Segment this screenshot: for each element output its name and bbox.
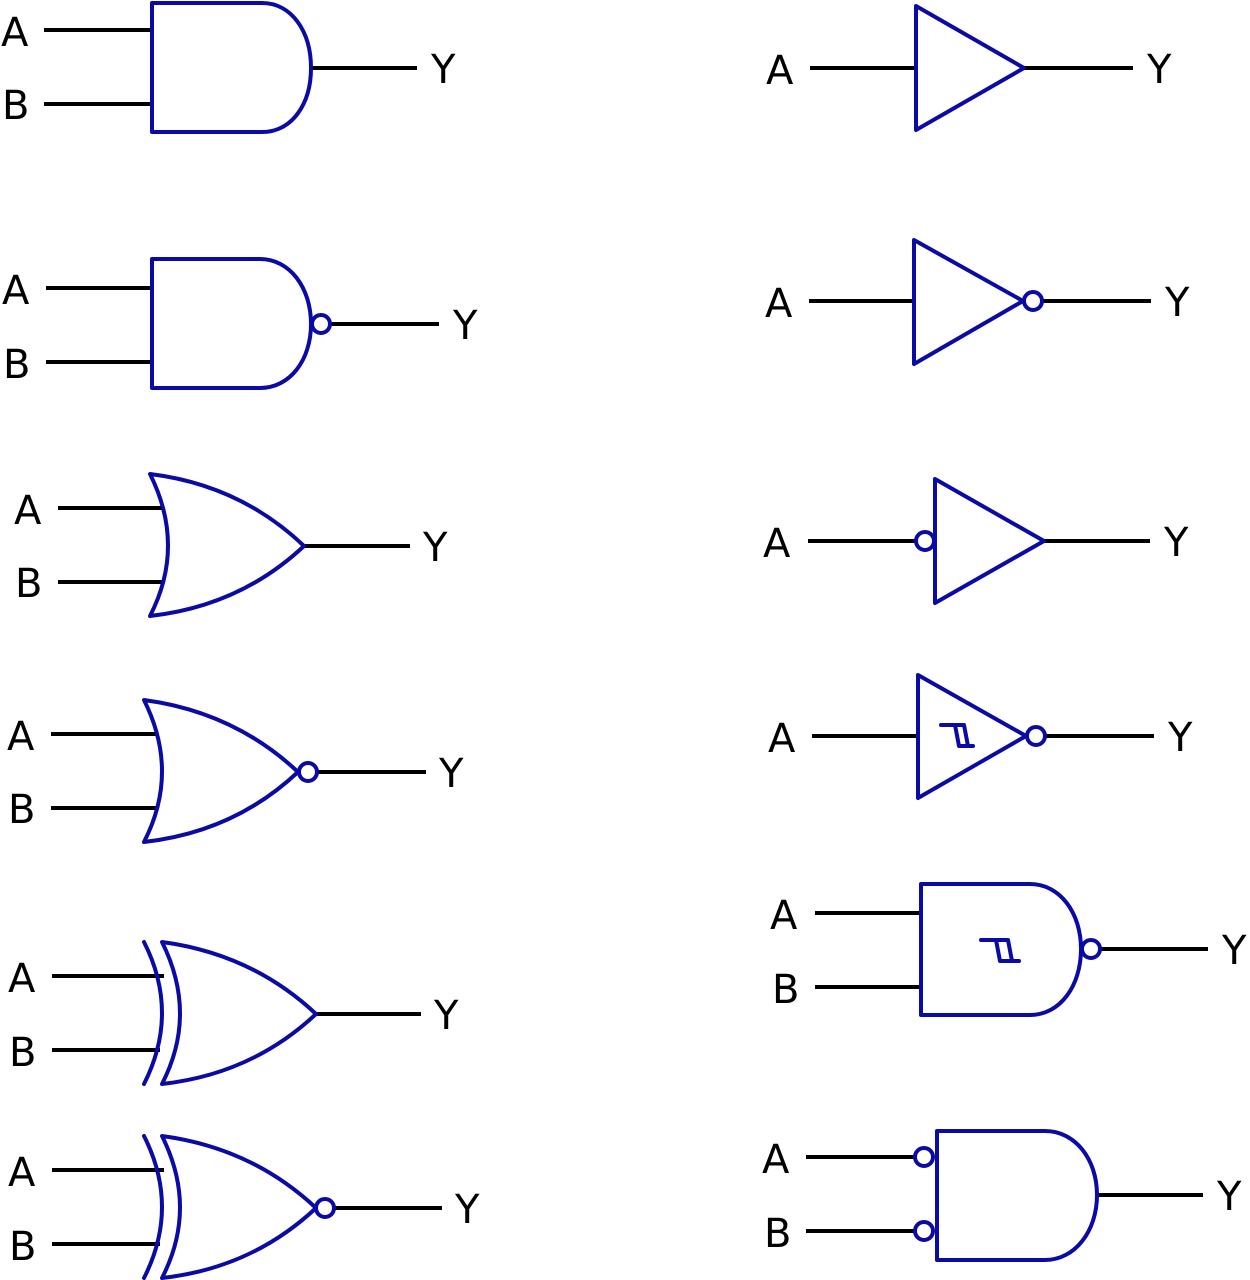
input-label-b: B <box>9 1030 37 1076</box>
schmitt-nand-gate <box>770 884 1247 1015</box>
not-gate-body <box>914 240 1023 364</box>
inversion-bubble-a <box>915 1148 933 1166</box>
input-label-b: B <box>772 967 800 1013</box>
nand-gate <box>2 259 478 388</box>
xor-gate <box>8 942 459 1084</box>
inversion-bubble <box>316 1199 334 1217</box>
input-label-a: A <box>765 281 793 327</box>
xor-input-arc <box>144 942 162 1084</box>
input-label-b: B <box>3 342 31 388</box>
output-label-y: Y <box>453 303 478 349</box>
nor-gate-body <box>144 700 298 842</box>
output-label-y: Y <box>1217 1174 1242 1220</box>
inverter-gate-body <box>918 675 1026 798</box>
inversion-bubble <box>1082 940 1100 958</box>
input-label-b: B <box>9 1224 37 1270</box>
output-label-y: Y <box>434 993 459 1039</box>
xnor-gate <box>8 1136 480 1278</box>
input-label-a: A <box>766 48 794 94</box>
output-label-y: Y <box>439 751 464 797</box>
output-label-y: Y <box>431 47 456 93</box>
buffer-gate-body <box>935 479 1044 603</box>
input-label-a: A <box>14 488 42 534</box>
input-label-a: A <box>7 714 35 760</box>
input-label-a: A <box>8 1150 36 1196</box>
inversion-bubble <box>299 763 317 781</box>
input-label-a: A <box>763 521 791 567</box>
xor-gate-body <box>162 942 316 1084</box>
output-label-y: Y <box>1147 47 1172 93</box>
inversion-bubble <box>916 532 934 550</box>
input-label-b: B <box>2 83 30 129</box>
output-label-y: Y <box>1165 280 1190 326</box>
xnor-input-arc <box>144 1136 162 1278</box>
input-label-a: A <box>2 268 30 314</box>
input-label-a: A <box>1 10 29 56</box>
input-label-a: A <box>768 716 796 762</box>
not-gate <box>765 240 1190 364</box>
and-gate-body <box>152 3 311 132</box>
nand-gate-body <box>152 259 311 388</box>
or-gate <box>14 474 448 616</box>
nand-gate-body <box>921 884 1081 1015</box>
inverted-input-and-gate <box>762 1131 1242 1260</box>
or-gate-body <box>150 474 304 616</box>
output-label-y: Y <box>455 1187 480 1233</box>
input-label-b: B <box>764 1211 792 1257</box>
inverted-input-buffer <box>763 479 1189 603</box>
inversion-bubble-b <box>915 1222 933 1240</box>
output-label-y: Y <box>1222 928 1247 974</box>
xnor-gate-body <box>162 1136 316 1278</box>
input-label-a: A <box>8 956 36 1002</box>
buffer-gate-body <box>916 6 1024 130</box>
input-label-a: A <box>762 1137 790 1183</box>
input-label-b: B <box>8 787 36 833</box>
schmitt-inverter <box>768 675 1193 798</box>
input-label-b: B <box>15 561 43 607</box>
output-label-y: Y <box>1168 715 1193 761</box>
nor-gate <box>7 700 464 842</box>
and-gate <box>1 3 456 132</box>
inversion-bubble <box>312 315 330 333</box>
output-label-y: Y <box>1164 520 1189 566</box>
inversion-bubble <box>1024 292 1042 310</box>
inversion-bubble <box>1027 727 1045 745</box>
output-label-y: Y <box>423 525 448 571</box>
input-label-a: A <box>770 893 798 939</box>
buffer-gate <box>766 6 1172 130</box>
and-gate-body <box>937 1131 1097 1260</box>
